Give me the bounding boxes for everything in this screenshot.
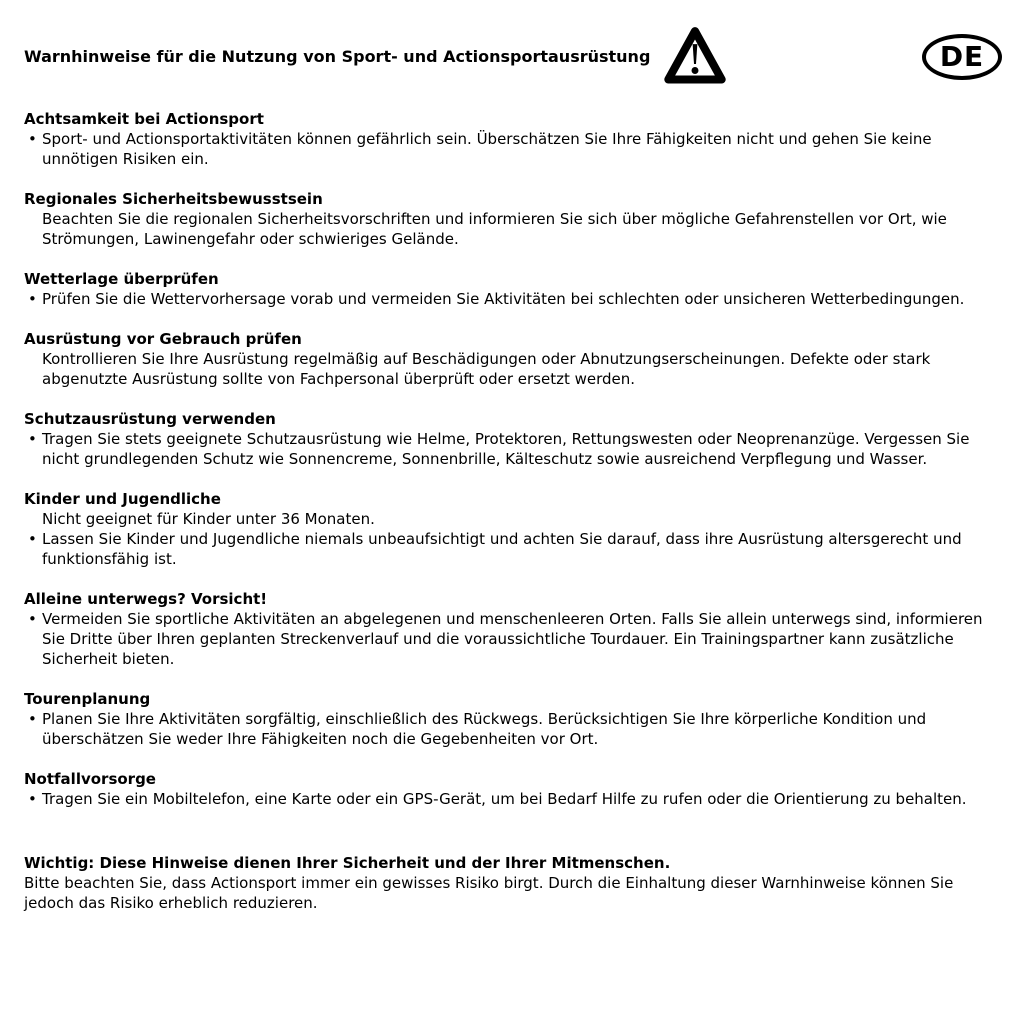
footer-text: Bitte beachten Sie, dass Actionsport immer ein gewisses Risiko birgt. Durch die Einhaltung dieser Warnhinweise können Sie jedoch das Risiko erheblich reduzieren. — [24, 874, 954, 912]
list-item — [24, 609, 1002, 669]
item-text: Beachten Sie die regionalen Sicherheitsvorschriften und informieren Sie sich über mögliche Gefahrenstellen vor Ort, wie Strömungen, Lawinengefahr oder schwieriges Gelände. — [42, 210, 947, 248]
section-achtsamkeit — [24, 109, 1002, 169]
item-text: Nicht geeignet für Kinder unter 36 Monaten. — [42, 510, 375, 528]
section-heading: Regionales Sicherheitsbewusstsein — [24, 190, 323, 208]
section-heading: Alleine unterwegs? Vorsicht! — [24, 590, 268, 608]
item-text: Sport- und Actionsportaktivitäten können gefährlich sein. Überschätzen Sie Ihre Fähigkeiten nicht und gehen Sie keine unnötigen Risiken ein. — [42, 130, 932, 168]
item-text: Lassen Sie Kinder und Jugendliche niemals unbeaufsichtigt und achten Sie darauf, dass ihre Ausrüstung altersgerecht und funktionsfähig ist. — [42, 530, 962, 568]
section-heading: Tourenplanung — [24, 690, 151, 708]
item-text: Prüfen Sie die Wettervorhersage vorab und vermeiden Sie Aktivitäten bei schlechten oder unsicheren Wetterbedingungen. — [42, 290, 965, 308]
document-header — [24, 24, 1002, 90]
section-heading: Wetterlage überprüfen — [24, 270, 219, 288]
section-wetterlage — [24, 269, 1002, 309]
list-item — [24, 789, 1002, 809]
section-kinder — [24, 489, 1002, 569]
section-tourenplanung — [24, 689, 1002, 749]
list-item — [24, 289, 1002, 309]
list-item — [24, 709, 1002, 749]
item-text: Vermeiden Sie sportliche Aktivitäten an abgelegenen und menschenleeren Orten. Falls Sie allein unterwegs sind, informieren Sie Dritte über Ihren geplanten Streckenverlauf und die voraussichtliche Tourdauer. Ein Trainingspartner kann zusätzliche Sicherheit bieten. — [42, 610, 983, 668]
list-item — [24, 129, 1002, 169]
item-text: Tragen Sie ein Mobiltelefon, eine Karte oder ein GPS-Gerät, um bei Bedarf Hilfe zu rufen oder die Orientierung zu behalten. — [42, 790, 967, 808]
bullet-marker: • — [28, 710, 37, 728]
section-schutzausruestung — [24, 409, 1002, 469]
footer-note — [24, 853, 1002, 913]
language-badge — [922, 34, 1002, 80]
section-notfallvorsorge — [24, 769, 1002, 809]
footer-emphasis: Wichtig: Diese Hinweise dienen Ihrer Sicherheit und der Ihrer Mitmenschen. — [24, 854, 671, 872]
item-text: Tragen Sie stets geeignete Schutzausrüstung wie Helme, Protektoren, Rettungswesten oder Neoprenanzüge. Vergessen Sie nicht grundlegenden Schutz wie Sonnencreme, Sonnenbrille, Kälteschutz sowie ausreichend Verpflegung und Wasser. — [42, 430, 970, 468]
section-heading: Ausrüstung vor Gebrauch prüfen — [24, 330, 302, 348]
section-heading: Schutzausrüstung verwenden — [24, 410, 276, 428]
bullet-marker: • — [28, 290, 37, 308]
item-text: Planen Sie Ihre Aktivitäten sorgfältig, einschließlich des Rückwegs. Berücksichtigen Sie Ihre körperliche Kondition und überschätzen Sie weder Ihre Fähigkeiten noch die Gegebenheiten vor Ort. — [42, 710, 927, 748]
warning-triangle-icon — [664, 26, 726, 88]
bullet-marker: • — [28, 790, 37, 808]
bullet-marker: • — [28, 610, 37, 628]
list-item — [24, 509, 1002, 529]
page-title: Warnhinweise für die Nutzung von Sport- und Actionsportausrüstung — [24, 47, 651, 66]
list-item — [24, 209, 1002, 249]
section-heading: Achtsamkeit bei Actionsport — [24, 110, 264, 128]
list-item — [24, 529, 1002, 569]
bullet-marker: • — [28, 130, 37, 148]
section-alleine-unterwegs — [24, 589, 1002, 669]
language-badge-label: DE — [939, 40, 985, 73]
section-heading: Notfallvorsorge — [24, 770, 156, 788]
section-ausruestung — [24, 329, 1002, 389]
list-item — [24, 429, 1002, 469]
bullet-marker: • — [28, 530, 37, 548]
section-regionales — [24, 189, 1002, 249]
list-item — [24, 349, 1002, 389]
section-heading: Kinder und Jugendliche — [24, 490, 221, 508]
item-text: Kontrollieren Sie Ihre Ausrüstung regelmäßig auf Beschädigungen oder Abnutzungserscheinungen. Defekte oder stark abgenutzte Ausrüstung sollte von Fachpersonal überprüft oder ersetzt werden. — [42, 350, 931, 388]
bullet-marker: • — [28, 430, 37, 448]
